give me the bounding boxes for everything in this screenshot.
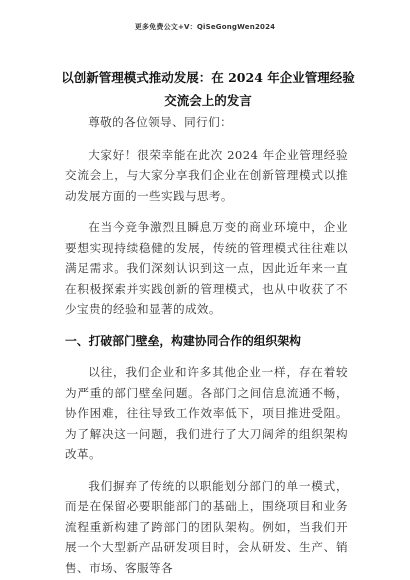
section-heading: 一、打破部门壁垒，构建协同合作的组织架构 [65, 333, 301, 348]
section-paragraph-1: 以往，我们企业和许多其他企业一样，存在着较为严重的部门壁垒问题。各部门之间信息流通不畅，协作困难，往往导致工作效率低下，项目推进受阻。为了解决这一问题，我们进行了大刀阔斧的组织架构改革。 [65, 365, 348, 461]
section-paragraph-2: 我们摒弃了传统的以职能划分部门的单一模式，而是在保留必要职能部门的基础上，围绕项目和业务流程重新构建了跨部门的团队架构。例如，当我们开展一个大型新产品研发项目时，会从研发、生产、销售、市场、客服等各 [65, 478, 348, 575]
document-body [65, 112, 348, 578]
paragraph-context: 在当今竞争激烈且瞬息万变的商业环境中，企业要想实现持续稳健的发展，传统的管理模式往往难以满足需求。我们深刻认识到这一点，因此近年来一直在积极探索并实践创新的管理模式，也从中收获了不少宝贵的经验和显著的成效。 [65, 220, 348, 316]
paragraph-intro: 大家好！很荣幸能在此次 2024 年企业管理经验交流会上，与大家分享我们企业在创新管理模式以推动发展方面的一些实践与思考。 [65, 147, 348, 203]
header-note: 更多免费公文+V：QiSeGongWen2024 [134, 23, 276, 31]
greeting: 尊敬的各位领导、同行们： [88, 115, 233, 129]
document-title: 以创新管理模式推动发展：在 2024 年企业管理经验交流会上的发言 [61, 70, 355, 108]
